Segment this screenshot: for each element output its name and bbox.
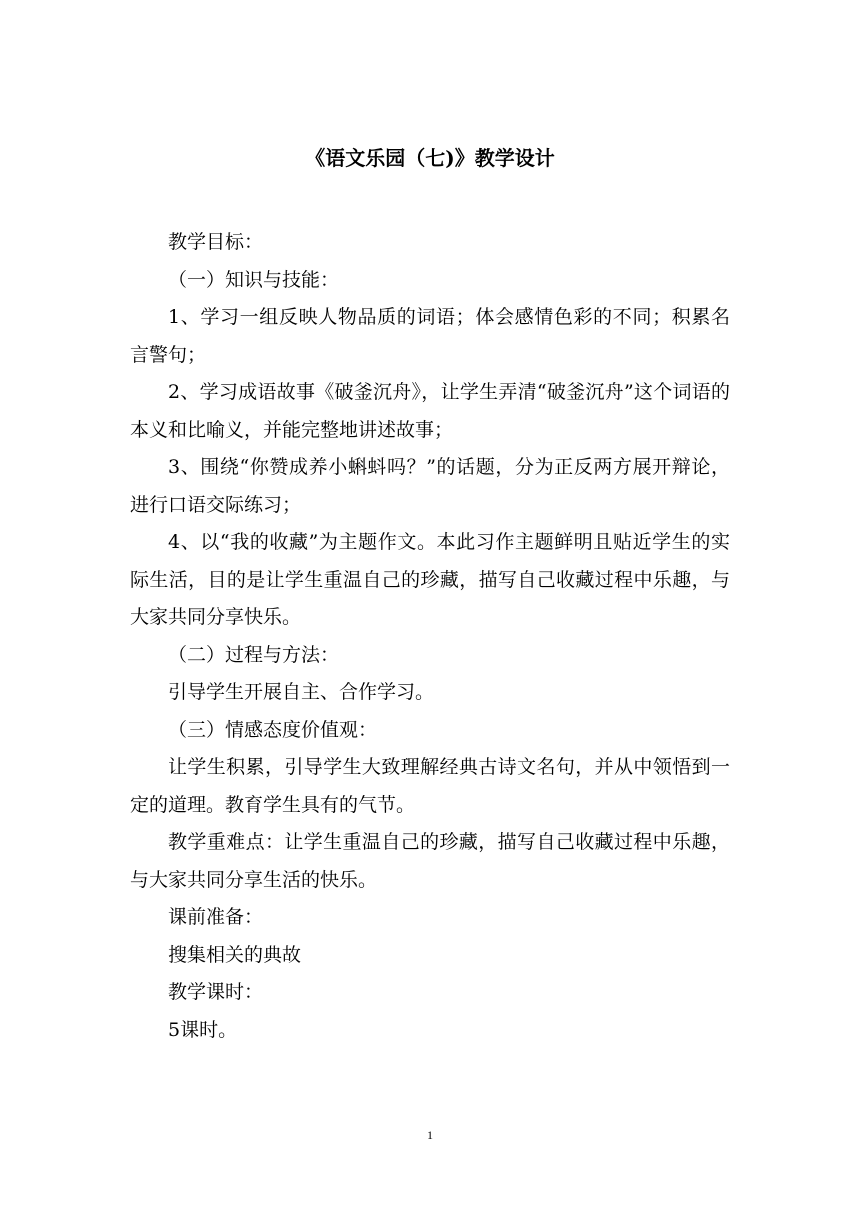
paragraph-preparation: 搜集相关的典故 <box>168 943 302 966</box>
page-title: 《语文乐园（七)》教学设计 <box>305 146 555 170</box>
paragraph-key-difficulties: 教学重难点：让学生重温自己的珍藏，描写自己收藏过程中乐趣，与大家共同分享生活的快乐。 <box>130 831 730 891</box>
paragraph-preparation-heading: 课前准备： <box>168 906 264 928</box>
paragraph-attitudes: 让学生积累，引导学生大致理解经典古诗文名句，并从中领悟到一定的道理。教育学生具有的气节。 <box>130 756 730 816</box>
paragraph-item-4: 4、以“我的收藏”为主题作文。本此习作主题鲜明且贴近学生的实际生活，目的是让学生重温自己的珍藏，描写自己收藏过程中乐趣，与大家共同分享快乐。 <box>130 531 730 628</box>
paragraph-knowledge-skills-heading: （一）知识与技能： <box>168 268 340 291</box>
paragraph-process-methods: 引导学生开展自主、合作学习。 <box>168 681 435 703</box>
paragraph-objectives-heading: 教学目标： <box>168 231 264 253</box>
paragraph-lesson-hours: 5课时。 <box>168 1018 238 1041</box>
paragraph-lesson-hours-heading: 教学课时： <box>168 981 264 1003</box>
paragraph-process-methods-heading: （二）过程与方法： <box>168 643 340 666</box>
paragraph-attitudes-heading: （三）情感态度价值观： <box>168 718 378 741</box>
page-number: 1 <box>427 1128 433 1142</box>
document-body <box>130 224 730 1049</box>
paragraph-item-1: 1、学习一组反映人物品质的词语；体会感情色彩的不同；积累名言警句； <box>130 306 730 366</box>
paragraph-item-2: 2、学习成语故事《破釜沉舟》，让学生弄清“破釜沉舟”这个词语的本义和比喻义，并能完整地讲述故事； <box>130 381 730 441</box>
paragraph-item-3: 3、围绕“你赞成养小蝌蚪吗？”的话题，分为正反两方展开辩论，进行口语交际练习； <box>130 456 730 516</box>
